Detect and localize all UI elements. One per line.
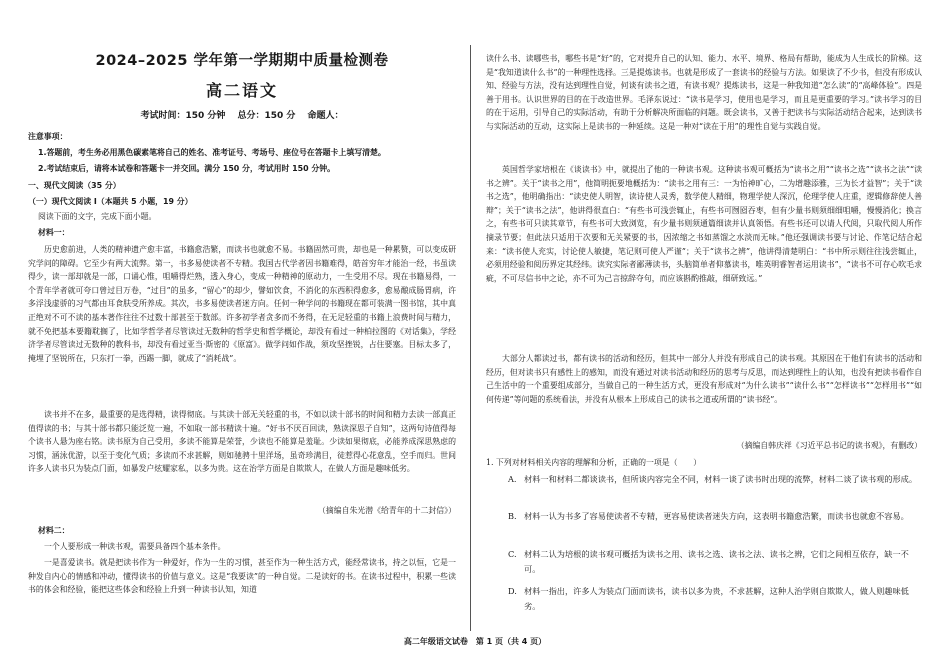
exam-title: 2024–2025 学年第一学期期中质量检测卷 <box>95 53 389 69</box>
material-2-para-4: 大部分人都读过书，都有读书的活动和经历，但其中一部分人并没有形成自己的读书观。其原因在于他们有读书的活动和经历，但对读书只有感性上的感知，而没有通过对读书活动和经历的思考与反思，而达到理性上的认知，也没有把读书看作自己生活中的一个重要组成部分，当做自己的一种生活方式，更没有形成对“为什么读书”“读什么书”“怎样读书”“怎样用书”“如何传递”等问题的系统看法，并没有从根本上形成自己的读书之道或所谓的“读书经”。 <box>486 354 922 404</box>
option-a[interactable] <box>486 472 922 487</box>
material-1-para-2: 读书并不在多，最重要的是选得精，读得彻底。与其读十部无关轻重的书，不如以读十部书的时间和精力去读一部真正值得读的书；与其十部书都只能泛览一遍，不如取一部书精读十遍。“好书不厌百回读，熟读深思子自知”，这两句诗值得每个读书人悬为座右铭。读书原为自己受用，多读不能算是荣誉，少读也不能算是羞耻。少读如果彻底，必能养成深思熟虑的习惯，涵泳优游，以至于变化气质；多读而不求甚解，则如驰骋十里洋场，虽奇珍满目，徒惹得心花意乱，空手而归。世间许多人读书只为装点门面，如暴发户炫耀家私，以多为贵。这在治学方面是自欺欺人，在做人方面是趣味低劣。 <box>28 410 456 474</box>
material-1-para-1: 历史愈前进，人类的精神遗产愈丰富，书籍愈浩繁，而读书也就愈不易。书籍固然可贵，却也是一种累赘，可以变成研究学问的障碍。它至少有两大流弊。第一，书多易使读者不专精。我国古代学者因书籍难得，皓首穷年才能治一经，书虽读得少，读一部却就是一部，口诵心惟，咀嚼得烂熟，透入身心，变成一种精神的原动力，一生受用不尽。现在书籍易得，一个青年学者就可夸口曾过目万卷，“过目”的虽多，“留心”的却少，譬如饮食，不消化的东西积得愈多，愈易酿成肠胃病，许多浮浅虚骄的习气都由耳食肤受所养成。其次，书多易使读者迷方向。任何一种学问的书籍现在都可装满一图书馆，其中真正绝对不可不读的基本著作往往不过数十部甚至于数部。许多初学者贪多而不务得，在无足轻重的书籍上浪费时间与精力，就不免把基本要籍耽搁了，比如学哲学者尽管读过无数种的哲学史和哲学概论，却没有看过一种柏拉图的《对话集》，学经济学者尽管读过无数种的教科书，却没有看过亚当·斯密的《原富》。做学问如作战，须攻坚挫锐，占住要塞。目标太多了，掩埋了坚锐所在，只东打一拳，西踢一脚，就成了“消耗战”。 <box>28 245 456 363</box>
material-2-para-1: 一个人要形成一种读书观，需要具备四个基本条件。 <box>44 542 226 551</box>
subsection-heading: （一）现代文阅读 I（本题共 5 小题，19 分） <box>28 197 193 206</box>
exam-meta: 考试时间：150 分钟 总分：150 分 命题人： <box>140 111 344 121</box>
material-2-para-2: 一是喜爱读书。就是把读书作为一种爱好，作为一生的习惯，甚至作为一种生活方式，能经常读书，持之以恒，它是一种发自内心的情感和冲动，懂得读书的价值与意义。这是“我要读”的一种自觉。二是读好的书。在读书过程中，积累一些读书的体会和经验，能把这些体会和经验上升到一种读书认知，知道 <box>28 558 456 595</box>
option-a-label: A. <box>508 474 517 484</box>
exam-subtitle: 高二语文 <box>205 81 278 100</box>
option-c-label: C. <box>508 549 517 559</box>
option-b[interactable] <box>486 509 922 524</box>
column-divider <box>470 45 471 631</box>
material-1-source: （摘编自朱光潜《给青年的十二封信》） <box>317 506 456 515</box>
notice-item-2: 2.考试结束后，请将本试卷和答题卡一并交回。满分 150 分，考试用时 150 分钟。 <box>38 164 336 173</box>
material-2-source: （摘编自韩庆祥《习近平总书记的读书观》，有删改） <box>736 441 922 450</box>
option-d-label: D. <box>508 586 517 596</box>
section-heading: 一、现代文阅读（35 分） <box>28 181 121 190</box>
material-2-para-3: 英国哲学家培根在《谈读书》中，就提出了他的一种读书观。这种读书观可概括为“读书之用”“读书之选”“读书之法”“读书之辨”。关于“读书之用”，他简明扼要地概括为：“读书之用有三：一为怡神旷心，二为增趣添雅，三为长才益智”；关于“读书之选”，他明确指出：“读史使人明智，读诗使人灵秀，数学使人精细，物理学使人深沉，伦理学使人庄重，逻辑修辞使人善辩”；关于“读书之法”，他讲得很直白：“有些书可浅尝辄止，有些书可囫囵吞枣，但有少量书则须细细咀嚼，慢慢消化；换言之，有些书可只读其章节，有些书可大致浏览，有少量书则须通篇细读并认真领悟。有些书还可以请人代阅，只取代阅人所作摘录节要；但此法只适用于次要和无关紧要的书，因浓缩之书如蒸馏之水淡而无味。”他还强调读书要与讨论、作笔记结合起来：“读书使人充实，讨论使人敏捷，笔记则可使人严谨”；关于“读书之辨”，他讲得清楚明白：“书中所示则往往浅尝辄止，必须用经验和阅历界定其经纬。读究实际者鄙薄读书，头脑简单者仰慕读书，唯英明睿智者运用读书”，“读书不可存心吹毛求疵，不可尽信书中之论，亦不可为己言掠辞夺句，而应该斟酌推敲，细研致远。” <box>486 165 922 283</box>
option-d-text: 材料一指出，许多人为装点门面而读书，读书以多为贵，不求甚解，这种人治学则自欺欺人，做人则趣味低劣。 <box>524 586 909 611</box>
option-c-text: 材料二认为培根的读书观可概括为读书之用、读书之选、读书之法、读书之辨，它们之间相互依存，缺一不可。 <box>524 549 909 574</box>
material-2-label: 材料二： <box>38 526 70 535</box>
question-1-stem: 1. 下列对材料相关内容的理解和分析，正确的一项是（ ） <box>486 458 702 467</box>
reading-instruction: 阅读下面的文字，完成下面小题。 <box>38 212 157 221</box>
material-2-para-2-cont: 读什么书、读哪些书，哪些书是“好”的，它对提升自己的认知、能力、水平、境界、格局有帮助，能成为人生成长的阶梯。这是“我知道读什么书”的一种理性选择。三是提炼读书。也就是形成了一套读书的经验与方法。如果读了不少书，但没有形成认知、经验与方法，没有达到理性自觉，何谈有读书之道，有读书观？提炼读书，这是一种我知道“怎么读”的“高峰体验”。四是善于用书。认识世界的目的在于改造世界。毛泽东说过：“读书是学习，使用也是学习，而且是更重要的学习。”读书学习的目的在于运用，引导自己的实际活动，有助于分析解决所面临的问题。既会读书，又善于把读书与实际活动结合起来，达到读书与实际活动的互动，这实际上是读书的一种延续。这是一种对“读在于用”的理性自觉与实践自觉。 <box>486 54 922 131</box>
option-c[interactable] <box>486 547 922 577</box>
page-footer: 高二年级语文试卷 第 1 页（共 4 页） <box>403 637 547 646</box>
option-a-text: 材料一和材料二都谈读书，但所谈内容完全不同，材料一谈了读书时出现的流弊，材料二谈了读书观的形成。 <box>524 474 918 484</box>
option-b-text: 材料一认为书多了容易使读者不专精，更容易使读者迷失方向，这表明书籍愈浩繁，而读书也就愈不容易。 <box>524 511 909 521</box>
option-d[interactable] <box>486 584 922 614</box>
option-b-label: B. <box>508 511 517 521</box>
material-1-label: 材料一： <box>38 228 70 237</box>
notice-item-1: 1.答题前，考生务必用黑色碳素笔将自己的姓名、准考证号、考场号、座位号在答题卡上填写清楚。 <box>38 148 386 157</box>
notice-heading: 注意事项： <box>28 132 68 141</box>
